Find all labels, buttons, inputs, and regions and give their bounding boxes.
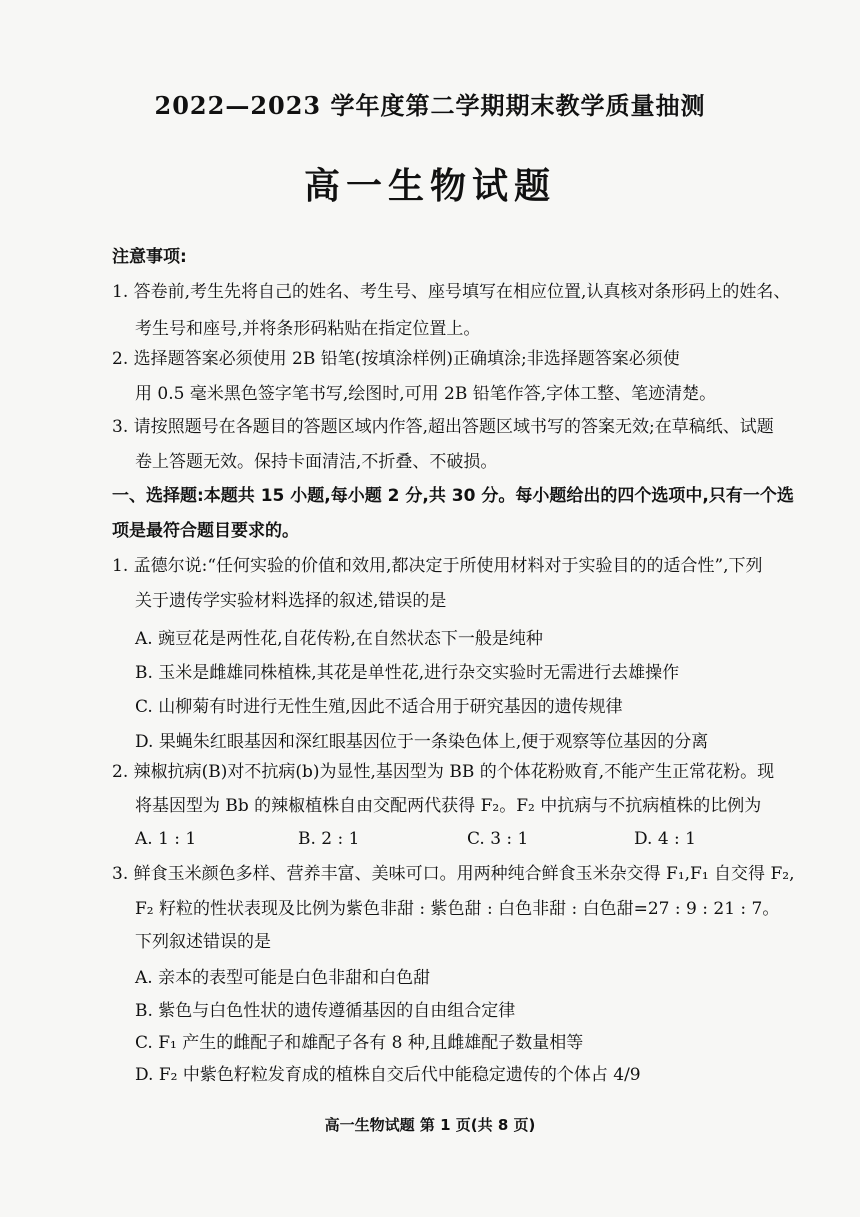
notice-line: 考生号和座号,并将条形码粘贴在指定位置上。: [135, 319, 481, 339]
question-stem: 3. 鲜食玉米颜色多样、营养丰富、美味可口。用两种纯合鲜食玉米杂交得 F₁,F₁ 自交得 F₂,: [112, 864, 795, 884]
option-d: D. 果蝇朱红眼基因和深红眼基因位于一条染色体上,便于观察等位基因的分离: [135, 732, 709, 752]
option-d: D. F₂ 中紫色籽粒发育成的植株自交后代中能稳定遗传的个体占 4/9: [135, 1065, 641, 1085]
question-stem: 2. 辣椒抗病(B)对不抗病(b)为显性,基因型为 BB 的个体花粉败育,不能产生正常花粉。现: [112, 762, 775, 782]
option-b: B. 紫色与白色性状的遗传遵循基因的自由组合定律: [135, 1001, 516, 1021]
exam-title: 2022—2023 学年度第二学期期末教学质量抽测: [154, 91, 706, 120]
option-d: D. 4 : 1: [634, 829, 696, 849]
subject-title: 高一生物试题: [303, 166, 556, 207]
notice-line: 1. 答卷前,考生先将自己的姓名、考生号、座号填写在相应位置,认真核对条形码上的姓名、: [112, 282, 791, 302]
question-stem: F₂ 籽粒的性状表现及比例为紫色非甜 : 紫色甜 : 白色非甜 : 白色甜=27 : 9 : 21 : 7。: [135, 899, 780, 919]
option-c: C. F₁ 产生的雌配子和雄配子各有 8 种,且雌雄配子数量相等: [135, 1033, 584, 1053]
option-c: C. 山柳菊有时进行无性生殖,因此不适合用于研究基因的遗传规律: [135, 697, 623, 717]
question-stem: 将基因型为 Bb 的辣椒植株自由交配两代获得 F₂。F₂ 中抗病与不抗病植株的比例为: [135, 796, 762, 816]
section-heading: 项是最符合题目要求的。: [112, 521, 299, 541]
question-stem: 1. 孟德尔说:“任何实验的价值和效用,都决定于所使用材料对于实验目的的适合性”,下列: [112, 556, 763, 576]
notice-heading: 注意事项:: [112, 247, 187, 267]
option-b: B. 玉米是雌雄同株植株,其花是单性花,进行杂交实验时无需进行去雄操作: [135, 663, 680, 683]
section-heading: 一、选择题:本题共 15 小题,每小题 2 分,共 30 分。每小题给出的四个选项中,只有一个选: [112, 486, 794, 506]
question-stem: 下列叙述错误的是: [135, 932, 271, 952]
page-footer: 高一生物试题 第 1 页(共 8 页): [324, 1116, 536, 1134]
option-c: C. 3 : 1: [467, 829, 529, 849]
option-a: A. 1 : 1: [135, 829, 197, 849]
question-stem: 关于遗传学实验材料选择的叙述,错误的是: [135, 591, 447, 611]
option-a: A. 亲本的表型可能是白色非甜和白色甜: [135, 968, 431, 988]
notice-line: 卷上答题无效。保持卡面清洁,不折叠、不破损。: [135, 452, 498, 472]
notice-line: 2. 选择题答案必须使用 2B 铅笔(按填涂样例)正确填涂;非选择题答案必须使: [112, 349, 680, 369]
notice-line: 用 0.5 毫米黑色签字笔书写,绘图时,可用 2B 铅笔作答,字体工整、笔迹清楚。: [135, 384, 717, 404]
notice-line: 3. 请按照题号在各题目的答题区域内作答,超出答题区域书写的答案无效;在草稿纸、试题: [112, 417, 774, 437]
option-b: B. 2 : 1: [298, 829, 360, 849]
option-a: A. 豌豆花是两性花,自花传粉,在自然状态下一般是纯种: [135, 629, 543, 649]
